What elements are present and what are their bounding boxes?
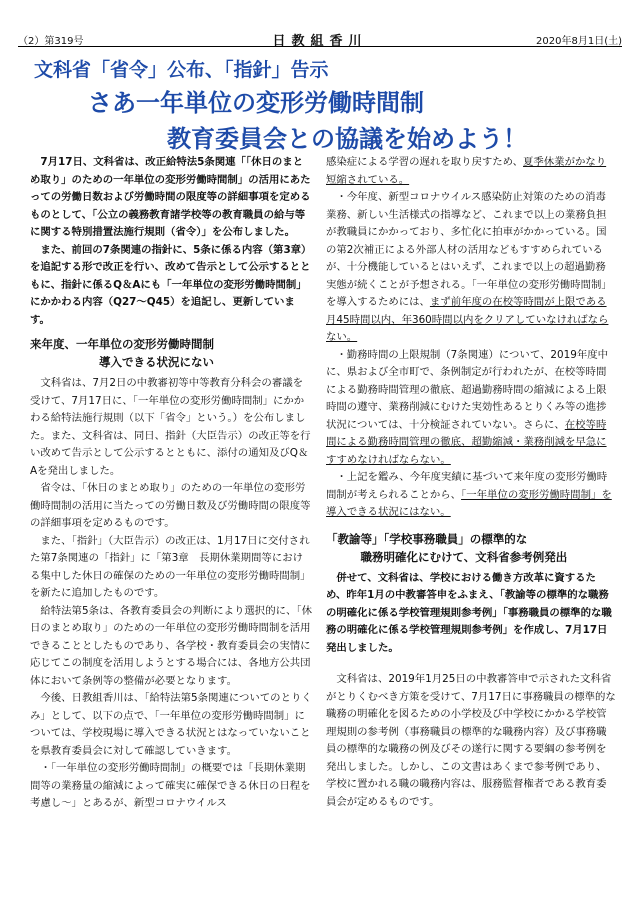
text: ・勤務時間の上限規制（7条関連）について、2019年度中に、県および全市町で、条例制定が行われたが、在校等時間による勤務時間管理の徹底、超過勤務時間の縮減による上限時間の遵守、業務削減にむけた実効性あるとりくみ等の進捗状況については、十分検証されていない。さらに、 (326, 348, 609, 431)
intro-paragraph-1: 7月17日、文科省は、改正給特法5条関連「「休日のまとめ取り」のための一年単位の変形労働時間制」の活用にあたっての労働日数および労働時間の限度等の詳細事項を定めるものとして、「公立の義務教育諸学校等の教育職員の給与等に関する特別措置法施行規則（省令）」を公布しました。 (30, 156, 311, 238)
paragraph: 給特法第5条は、各教育委員会の判断により選択的に、「休日のまとめ取り」のための一年単位の変形労働時間制を活用できることとしたものであり、各学校・教育委員会の実情に応じてこの制度を活用しようとする場合には、各地方公共団体において条例等の整備が必要となります。 (30, 604, 312, 687)
underlined-text: 夏季休業がかなり短縮されている。 (326, 156, 607, 186)
issue-date: 2020年8月1日(土) (536, 36, 622, 47)
bullet-paragraph: ・「一年単位の変形労働時間制」の概要では「長期休業期間等の業務量の縮減によって確実に確保できる休日の日程を考慮し〜」とあるが、新型コロナウイルス (30, 762, 311, 809)
text: ・上記を鑑み、今年度実績に基づいて来年度の変形労働時間制が考えられることから、 (326, 471, 608, 501)
subheading-1 (30, 335, 312, 371)
bullet-paragraph (326, 154, 616, 189)
issue-number: （2）第319号 (18, 36, 84, 47)
underlined-text: 「一年単位の変形労働時間制」を導入できる状況にはない。 (326, 488, 612, 518)
right-column (326, 154, 616, 811)
subheading-2-line-2: 職務明確化にむけて、文科省参考例発出 (360, 549, 568, 564)
bullet-paragraph (326, 189, 616, 347)
underlined-text: まず前年度の在校等時間が上限である月45時間以内、年360時間以内をクリアしていなければならない。 (326, 296, 609, 343)
paragraph: 文科省は、7月2日の中教審初等中等教育分科会の審議を受けて、7月17日に、「一年単位の変形労働時間制」にかかわる給特法施行規則（以下「省令」という。）を公布しました。また、文科省は、同日、指針（大臣告示）の改正等を行い改めて告示として公示するとともに、添付の通知及びQ＆Aを発出しました。 (30, 377, 311, 477)
intro-paragraph-2: また、前回の7条関連の指針に、5条に係る内容（第3章）を追記する形で改正を行い、改めて告示として公示するとともに、指針に係るQ＆Aにも「一年単位の変形労働時間制」にかかわる内容（Q27〜Q45）を追記し、更新しています。 (30, 243, 312, 326)
left-column (30, 154, 312, 813)
bold-paragraph: 併せて、文科省は、学校における働き方改革に資するため、昨年1月の中教審答申をふまえ、「教諭等の標準的な職務の明確化に係る学校管理規則参考例」「事務職員の標準的な職務の明確化に係る学校管理規則参考例」を作成し、7月17日発出しました。 (326, 571, 612, 654)
text: 感染症による学習の遅れを取り戻すため、 (326, 156, 524, 168)
subheading-2-line-1: 「教諭等」「学校事務職員」の標準的な (326, 531, 528, 546)
headline-line-1: 文科省「省令」公布、「指針」告示 (34, 59, 329, 81)
subheading-2 (326, 530, 616, 566)
subheading-1-line-2: 導入できる状況にない (99, 355, 214, 369)
headline-line-3: 教育委員会との協議を始めよう！ (167, 125, 527, 153)
paragraph: 省令は、「休日のまとめ取り」のための一年単位の変形労働時間制の活用に当たっての労働日数及び労働時間の限度等の詳細事項を定めるものです。 (30, 482, 311, 529)
headline-line-2: さあ一年単位の変形労働時間制 (88, 89, 424, 117)
subheading-1-line-1: 来年度、一年単位の変形労働時間制 (30, 337, 214, 351)
bullet-paragraph (326, 347, 616, 470)
page-header (18, 30, 622, 47)
bullet-paragraph (326, 469, 616, 522)
paragraph: 今後、日教組香川は、「給特法第5条関連についてのとりくみ」として、以下の点で、「一年単位の変形労働時間制」については、学校現場に導入できる状況とはなっていないことを県教育委員会に対して確認していきます。 (30, 692, 312, 757)
text: ・今年度、新型コロナウイルス感染防止対策のための消毒業務、新しい生活様式の指導など、これまで以上の業務負担が教職員にかかっており、多忙化に拍車がかかっている。国の第2次補正による外部人材の活用などもすすめられているが、十分機能しているとはいえず、これまで以上の超過勤務実態が続くことが予想される。「一年単位の変形労働時間制」を導入するためには、 (326, 191, 612, 308)
underlined-text: 在校等時間による勤務時間管理の徹底、超勤縮減・業務削減を早急にすすめなければならない。 (326, 418, 607, 466)
spacer (326, 657, 616, 671)
paragraph: 文科省は、2019年1月25日の中教審答申で示された文科省がとりくむべき方策を受けて、7月17日に事務職員の標準的な職務の明確化を図るための小学校及び中学校にかかる学校管理規則の参考例（事務職員の標準的な職務内容）及び事務職員の標準的な職務の例及びその遂行に関する要綱の参考例を発出しました。しかし、この文書はあくまで参考例であり、学校に置かれる職の職務内容は、服務監督権者である教育委員会が定めるものです。 (326, 673, 616, 808)
newspaper-title: 日教組香川 (272, 34, 368, 49)
paragraph: また、「指針」（大臣告示）の改正は、1月17日に交付された第7条関連の「指針」に「第3章 長期休業期間等における集中した休日の確保のための一年単位の変形労働時間制」を新たに追加したものです。 (30, 534, 311, 599)
